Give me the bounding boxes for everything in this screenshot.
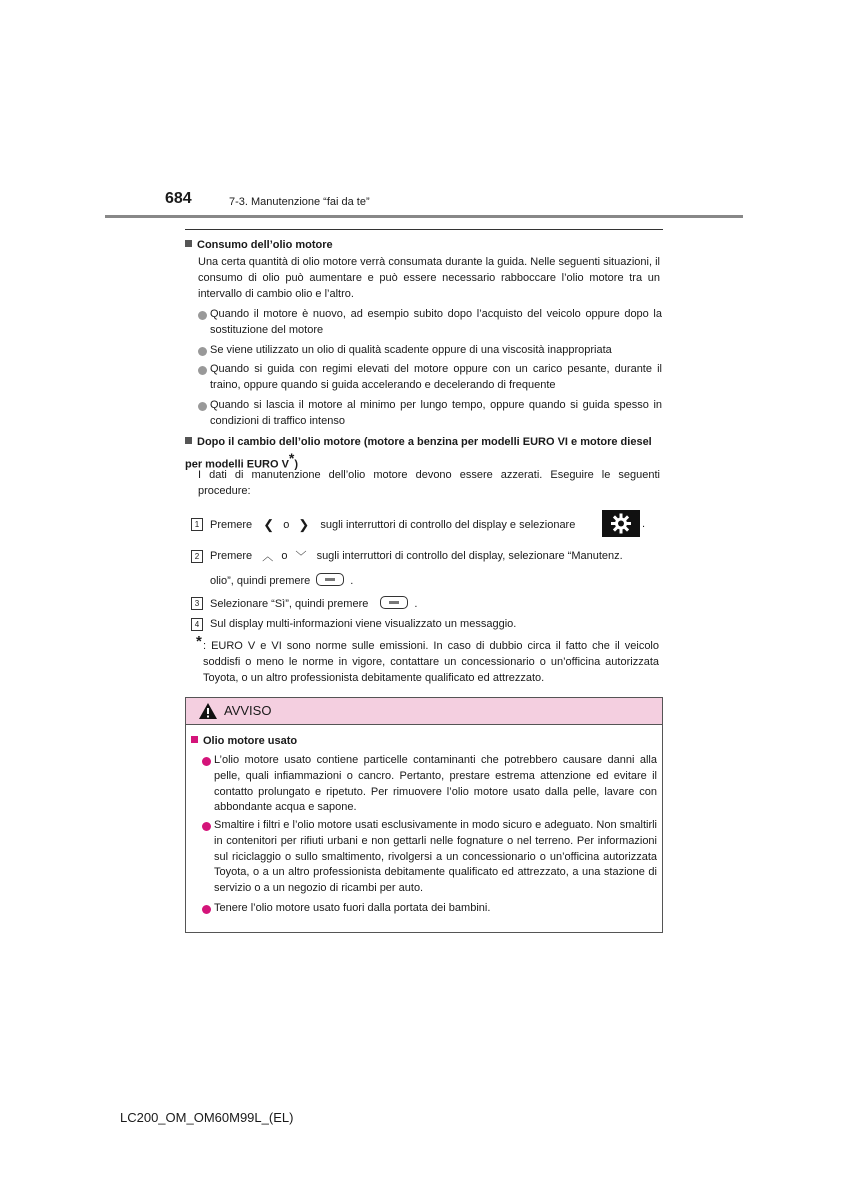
list-item: Quando si guida con regimi elevati del motore oppure con un carico pesante, durante il traino, oppure quando si guida accelerando e decelerando di frequente	[210, 363, 662, 391]
footnote-text: : EURO V e VI sono norme sulle emissioni. In caso di dubbio circa il fatto che il veicolo soddisfi o meno le norme in vigore, contattare un concessionario o un’officina autorizzata Toyota, o un altro professionista debitamente qualificato ed attrezzato.	[203, 640, 659, 684]
warning-triangle-icon	[198, 702, 218, 725]
square-bullet-icon	[185, 240, 192, 247]
heading-text: Dopo il cambio dell’olio motore (motore a benzina per modelli EURO VI e motore diesel per modelli EURO V	[185, 436, 652, 471]
bullet-dot-icon	[198, 347, 207, 356]
section-title: 7-3. Manutenzione “fai da te”	[229, 196, 370, 208]
step-1	[210, 517, 575, 533]
step-text: sugli interruttori di controllo del display, selezionare “Manutenz.	[316, 550, 623, 562]
oil-consumption-heading	[185, 238, 333, 253]
square-bullet-icon	[191, 736, 198, 743]
step-number: 4	[191, 618, 203, 631]
bullet-dot-icon	[202, 822, 211, 831]
bullet-dot-icon	[202, 757, 211, 766]
warning-label: AVVISO	[224, 703, 272, 718]
bullet-dot-icon	[202, 905, 211, 914]
bullet-dot-icon	[198, 402, 207, 411]
warning-heading	[191, 734, 297, 749]
footnote-mark: *	[196, 633, 202, 650]
step-text: Premere	[210, 550, 253, 562]
chevron-left-icon: ❮	[263, 517, 275, 532]
heading-text: Consumo dell’olio motore	[197, 239, 333, 251]
step-text: o	[283, 519, 290, 531]
step-end: .	[642, 518, 646, 530]
bullet-dot-icon	[198, 311, 207, 320]
warning-header	[186, 698, 662, 725]
oil-change-heading	[185, 434, 662, 473]
list-item: Smaltire i filtri e l’olio motore usati esclusivamente in modo sicuro e adeguato. Non smaltirli in contenitori per rifiuti urbani e non gettarli nelle fognature o nel terreno. Per informazioni sul riciclaggio o sullo smaltimento, rivolgersi a un concessionario o un’officina autorizzata Toyota, o a un altro professionista debitamente qualificato ed attrezzato, a una stazione di servizio o a un negozio di ricambi per auto.	[214, 819, 657, 895]
step-text: Premere	[210, 519, 253, 531]
step-text: o	[281, 550, 288, 562]
heading-text: Olio motore usato	[203, 735, 298, 747]
step-text: olio”, quindi premere	[210, 575, 311, 587]
settings-gear-icon	[602, 510, 640, 537]
oil-consumption-intro: Una certa quantità di olio motore verrà consumata durante la guida. Nelle seguenti situazioni, il consumo di olio può aumentare e può essere necessario rabboccare l’olio motore tra un intervallo di cambio olio e l’altro.	[198, 256, 660, 300]
step-4: Sul display multi-informazioni viene visualizzato un messaggio.	[210, 618, 517, 630]
chevron-up-icon: ︿	[262, 551, 274, 563]
step-text: sugli interruttori di controllo del display e selezionare	[320, 519, 576, 531]
list-item: L’olio motore usato contiene particelle contaminanti che potrebbero causare danni alla pelle, quali infiammazioni o cancro. Pertanto, prestare estrema attenzione ed evitare il contatto prolungato e ripetuto. Per rimuovere l’olio motore usato dalla pelle, lavare con abbondante acqua e sapone.	[214, 754, 657, 814]
list-item: Quando si lascia il motore al minimo per lungo tempo, oppure quando si guida spesso in condizioni di traffico intenso	[210, 399, 662, 427]
step-number: 1	[191, 518, 203, 531]
header-rule	[105, 215, 743, 218]
ok-button-icon	[380, 596, 408, 609]
step-end: .	[414, 598, 418, 610]
step-2-continued	[210, 573, 353, 589]
square-bullet-icon	[185, 437, 192, 444]
footnote-mark: *	[288, 450, 295, 466]
list-item: Tenere l’olio motore usato fuori dalla portata dei bambini.	[214, 902, 491, 914]
heading-close: )	[294, 458, 299, 471]
step-2	[210, 549, 623, 565]
step-number: 3	[191, 597, 203, 610]
bullet-dot-icon	[198, 366, 207, 375]
chevron-right-icon: ❯	[298, 517, 310, 532]
ok-button-icon	[316, 573, 344, 586]
step-number: 2	[191, 550, 203, 563]
step-end: .	[350, 575, 354, 587]
list-item: Se viene utilizzato un olio di qualità scadente oppure di una viscosità inappropriata	[210, 344, 612, 356]
chevron-down-icon: ﹀	[295, 551, 307, 563]
page-number: 684	[165, 190, 192, 207]
warning-box	[185, 697, 663, 933]
list-item: Quando il motore è nuovo, ad esempio subito dopo l’acquisto del veicolo oppure dopo la sostituzione del motore	[210, 308, 662, 336]
oil-change-intro: I dati di manutenzione dell’olio motore devono essere azzerati. Eseguire le seguenti procedure:	[198, 469, 660, 497]
document-code: LC200_OM_OM60M99L_(EL)	[120, 1110, 294, 1125]
step-text: Selezionare “Sì”, quindi premere	[210, 598, 369, 610]
step-3	[210, 596, 417, 612]
content-top-rule	[185, 229, 663, 230]
